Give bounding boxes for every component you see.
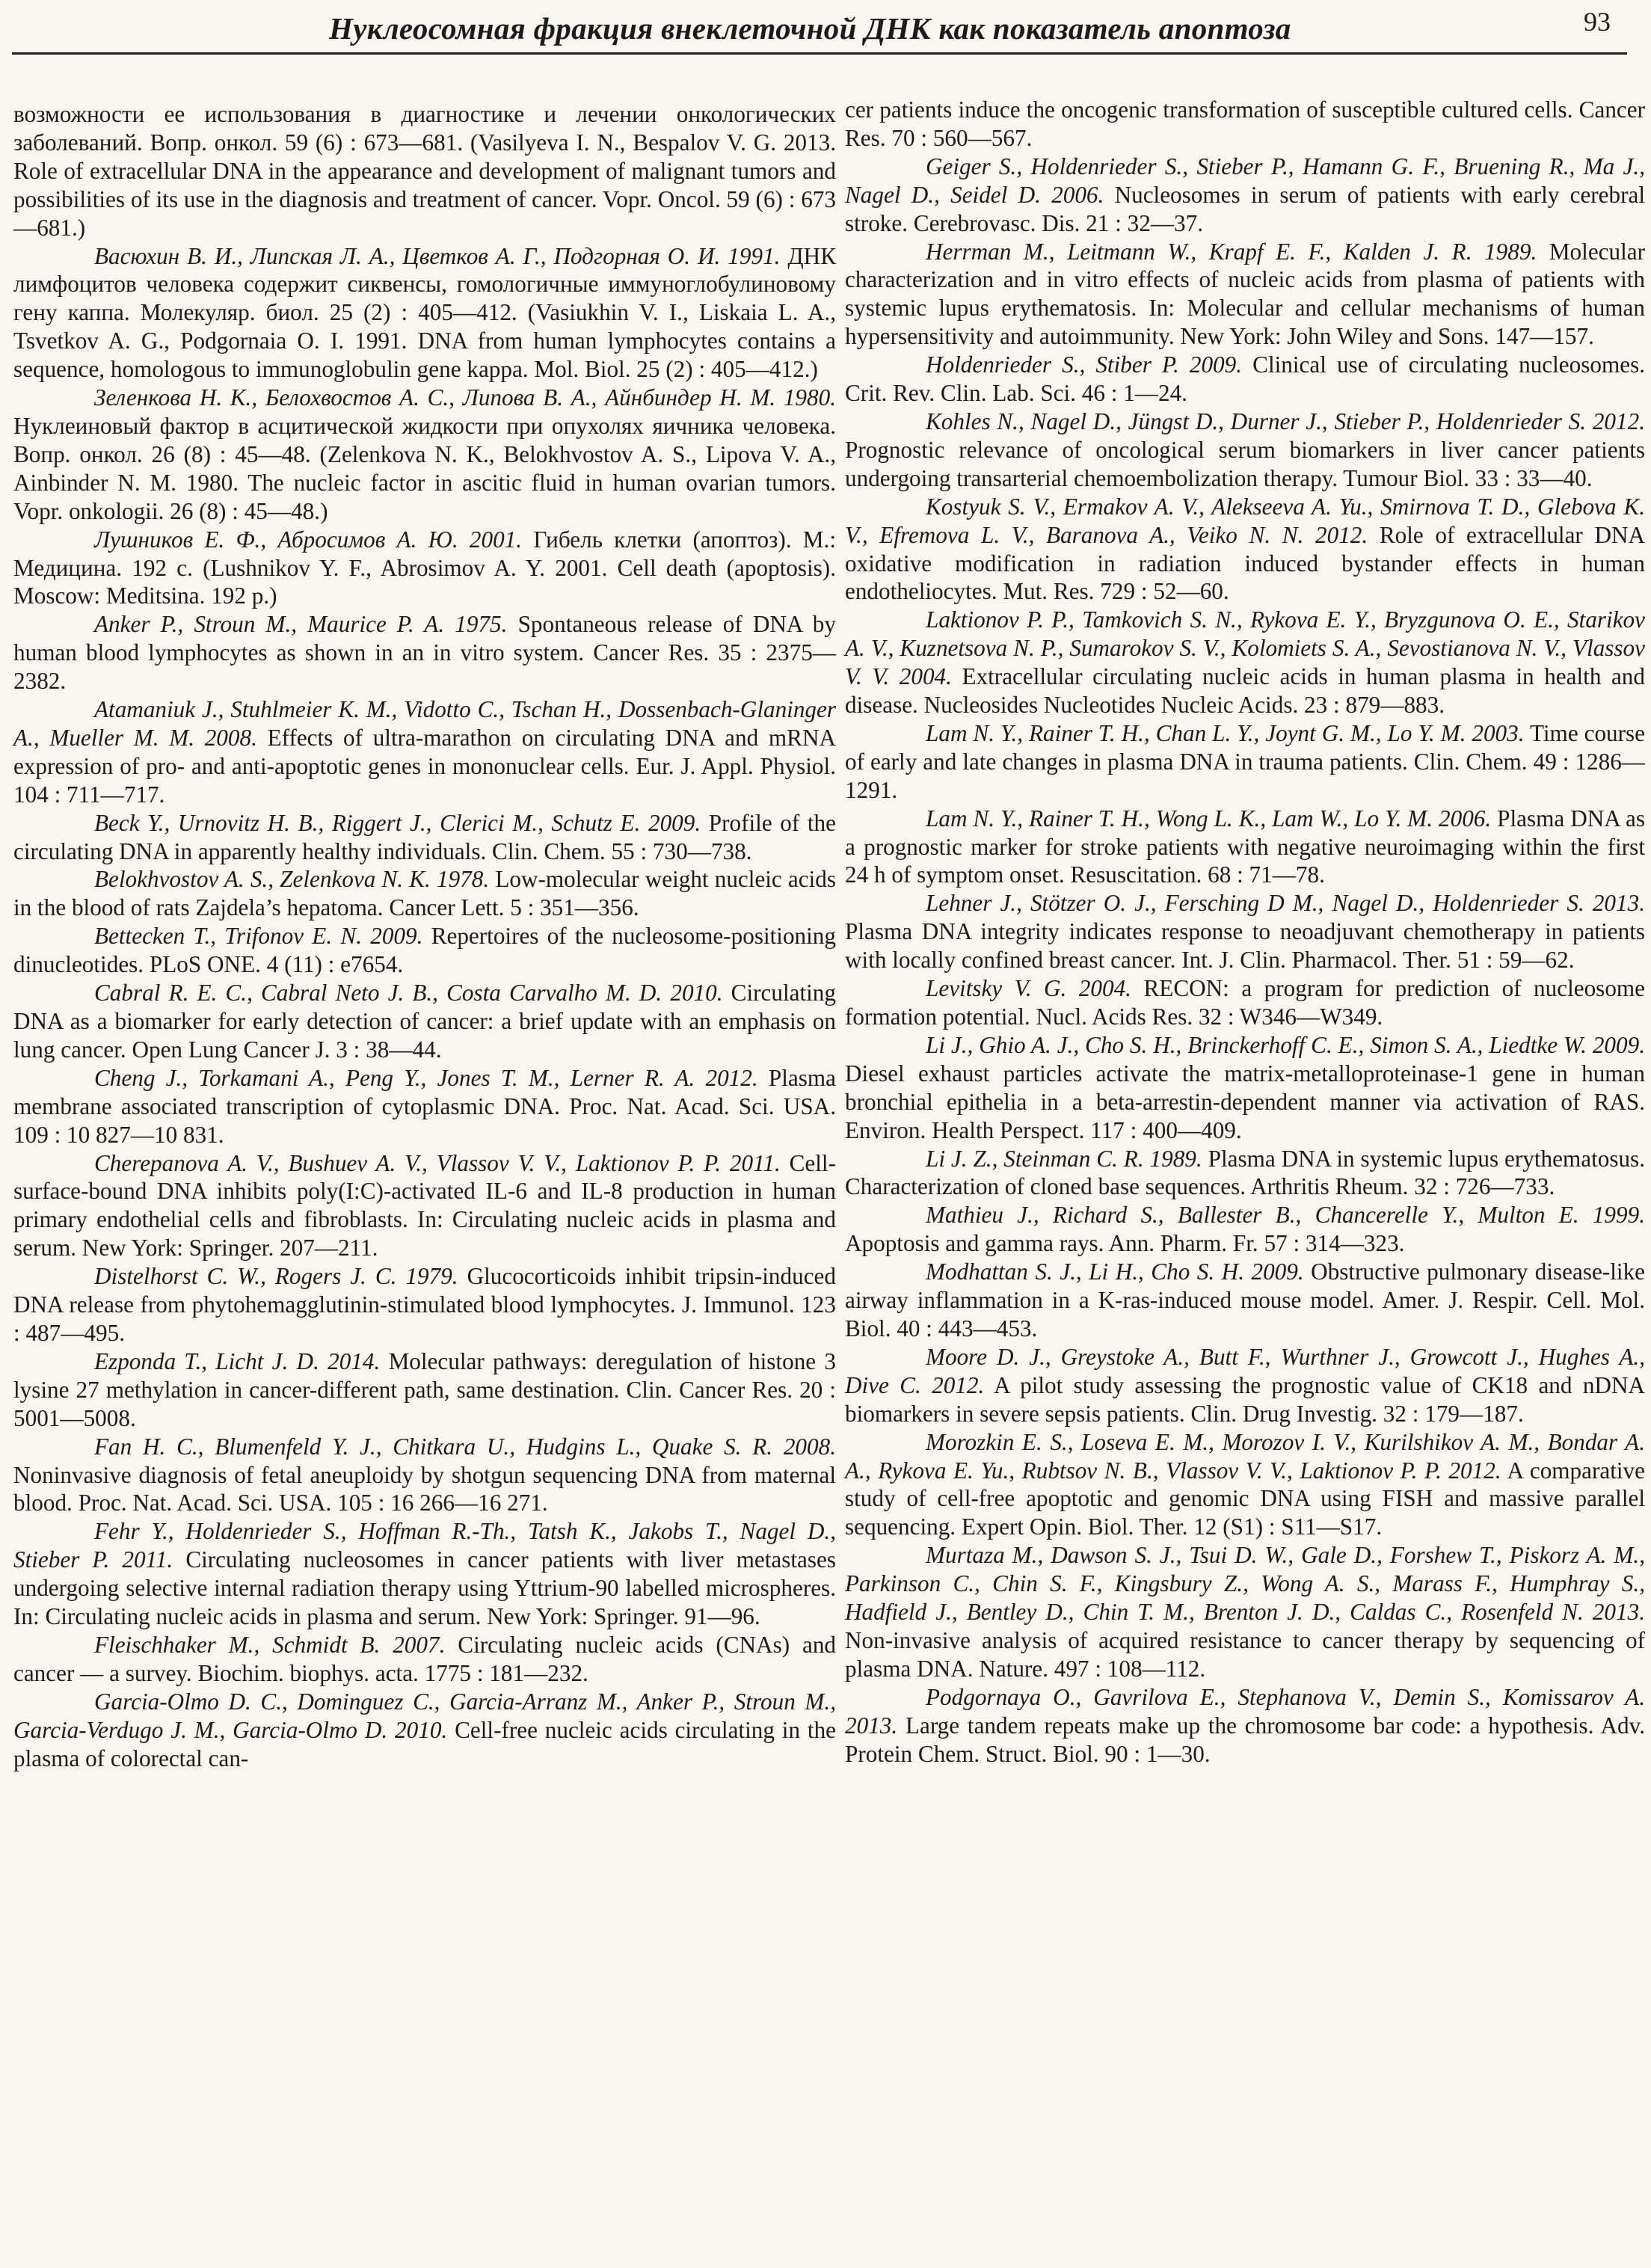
reference-text: Spontaneous release of DNA by human blood lymphocytes as shown in an in vitro system. Cancer Res. 35 : 2375—2382. <box>13 611 836 695</box>
reference-text: ДНК лимфоцитов человека содержит сиквенсы, гомологичные иммуноглобулиновому гену каппа. Молекуляр. биол. 25 (2) : 405—412. (Vasiukhin V. I., Liskaia L. A., Tsvetkov A. G., Podgornaia O. I. 1991. DNA from human lymphocytes contains a sequence, homologous to immunoglobulin gene kappa. Mol. Biol. 25 (2) : 405—412.) <box>13 242 837 383</box>
reference-text: Circulating DNA as a biomarker for early detection of cancer: a brief update with an emphasis on lung cancer. Open Lung Cancer J. 3 : 38—44. <box>13 980 836 1063</box>
reference-authors: Laktionov P. P., Tamkovich S. N., Rykova E. Y., Bryzgunova O. E., Starikov A. V., Kuznetsova N. P., Sumarokov S. V., Kolomiets S. A., Sevostianova N. V., Vlassov V. V. 2004. <box>845 606 1645 690</box>
reference-entry <box>845 1145 1645 1202</box>
reference-authors: Beck Y., Urnovitz H. B., Riggert J., Clerici M., Schutz E. 2009. <box>94 809 701 836</box>
reference-entry <box>845 351 1645 408</box>
reference-entry <box>13 979 836 1064</box>
reference-text: A pilot study assessing the prognostic value of CK18 and nDNA biomarkers in severe sepsis patients. Clin. Drug Investig. 32 : 179—187. <box>845 1371 1645 1427</box>
reference-text: Нуклеиновый фактор в асцитической жидкости при опухолях яичника человека. Вопр. онкол. 26 (8) : 45—48. (Zelenkova N. K., Belokhvostov A. S., Lipova V. A., Ainbinder N. M. 1980. The nucleic factor in ascitic fluid in human ovarian tumors. Vopr. onkologii. 26 (8) : 45—48.) <box>13 412 836 524</box>
reference-authors: Cheng J., Torkamani A., Peng Y., Jones T. M., Lerner R. A. 2012. <box>94 1064 758 1091</box>
reference-entry <box>13 610 836 695</box>
reference-authors: Belokhvostov A. S., Zelenkova N. K. 1978. <box>94 866 490 893</box>
reference-entry <box>13 922 836 979</box>
reference-entry <box>845 1428 1645 1542</box>
reference-entry <box>13 1262 836 1347</box>
reference-entry <box>13 526 836 611</box>
reference-entry <box>845 1031 1645 1145</box>
reference-entry <box>13 809 836 866</box>
reference-authors: Atamaniuk J., Stuhlmeier K. M., Vidotto C., Tschan H., Dossenbach-Glaninger A., Mueller M. M. 2008. <box>13 696 836 751</box>
reference-text: Cell-free nucleic acids circulating in the plasma of colorectal can- <box>13 1716 837 1771</box>
reference-text: Plasma membrane associated transcription of cytoplasmic DNA. Proc. Nat. Acad. Sci. USA. 109 : 10 827—10 831. <box>13 1064 837 1148</box>
reference-entry <box>845 96 1645 153</box>
reference-text: Extracellular circulating nucleic acids in human plasma in health and disease. Nucleosides Nucleotides Nucleic Acids. 23 : 879—883. <box>845 663 1645 719</box>
reference-entry <box>845 1258 1645 1343</box>
reference-entry <box>845 889 1645 974</box>
reference-entry <box>845 606 1645 719</box>
reference-text: Non-invasive analysis of acquired resistance to cancer therapy by sequencing of plasma DNA. Nature. 497 : 108—112. <box>845 1626 1645 1682</box>
reference-text: Cell-surface-bound DNA inhibits poly(I:C)-activated IL-6 and IL-8 production in human primary endothelial cells and fibroblasts. In: Circulating nucleic acids in plasma and serum. New York: Springer. 207—211. <box>13 1149 836 1261</box>
reference-text: cer patients induce the oncogenic transformation of susceptible cultured cells. Cancer Res. 70 : 560—567. <box>845 96 1645 151</box>
reference-text: Large tandem repeats make up the chromosome bar code: a hypothesis. Adv. Protein Chem. Struct. Biol. 90 : 1—30. <box>845 1712 1646 1767</box>
reference-entry <box>845 805 1645 890</box>
reference-authors: Garcia-Olmo D. C., Dominguez C., Garcia-Arranz M., Anker P., Stroun M., Garcia-Verdugo J. M., Garcia-Olmo D. 2010. <box>13 1688 836 1743</box>
reference-entry <box>13 1631 836 1688</box>
reference-authors: Murtaza M., Dawson S. J., Tsui D. W., Gale D., Forshew T., Piskorz A. M., Parkinson C., Chin S. F., Kingsbury Z., Wong A. S., Marass F., Humphray S., Hadfield J., Bentley D., Chin T. M., Brenton J. D., Caldas C., Rosenfeld N. 2013. <box>845 1542 1645 1626</box>
reference-entry <box>13 384 836 526</box>
reference-entry <box>845 719 1645 805</box>
reference-text: Noninvasive diagnosis of fetal aneuploidy by shotgun sequencing DNA from maternal blood. Proc. Nat. Acad. Sci. USA. 105 : 16 266—16 271. <box>13 1461 836 1516</box>
reference-text: Molecular pathways: deregulation of histone 3 lysine 27 methylation in cancer-different path, same destination. Clin. Cancer Res. 20 : 5001—5008. <box>13 1347 836 1431</box>
reference-text: Plasma DNA in systemic lupus erythematosus. Characterization of cloned base sequences. Arthritis Rheum. 32 : 726—733. <box>845 1145 1645 1200</box>
reference-entry <box>13 1688 836 1773</box>
reference-authors: Holdenrieder S., Stiber P. 2009. <box>926 351 1243 378</box>
reference-authors: Cherepanova A. V., Bushuev A. V., Vlassov V. V., Laktionov P. P. 2011. <box>94 1149 781 1176</box>
reference-entry <box>845 153 1645 238</box>
reference-entry <box>845 1541 1645 1683</box>
reference-text: RECON: a program for prediction of nucleosome formation potential. Nucl. Acids Res. 32 : W346—W349. <box>845 975 1646 1030</box>
reference-authors: Distelhorst C. W., Rogers J. C. 1979. <box>94 1263 458 1290</box>
reference-authors: Васюхин В. И., Липская Л. А., Цветков А. Г., Подгорная О. И. 1991. <box>94 242 781 269</box>
reference-authors: Li J. Z., Steinman C. R. 1989. <box>926 1145 1202 1172</box>
references-left-column <box>13 100 836 1772</box>
reference-text: Role of extracellular DNA oxidative modification in radiation induced bystander effects in human endotheliocytes. Mut. Res. 729 : 52—60. <box>845 521 1646 605</box>
reference-authors: Li J., Ghio A. J., Cho S. H., Brinckerhoff C. E., Simon S. A., Liedtke W. 2009. <box>926 1031 1645 1058</box>
reference-text: Low-molecular weight nucleic acids in the blood of rats Zajdela’s hepatoma. Cancer Lett. 5 : 351—356. <box>13 866 837 921</box>
reference-authors: Kostyuk S. V., Ermakov A. V., Alekseeva A. Yu., Smirnova T. D., Glebova K. V., Efremova L. V., Baranova A., Veiko N. N. 2012. <box>845 493 1645 548</box>
reference-entry <box>845 493 1645 606</box>
reference-entry <box>13 1517 836 1631</box>
reference-text: Profile of the circulating DNA in apparently healthy individuals. Clin. Chem. 55 : 730—738. <box>13 809 836 864</box>
reference-entry <box>845 238 1645 351</box>
reference-text: Time course of early and late changes in plasma DNA in trauma patients. Clin. Chem. 49 : 1286—1291. <box>845 719 1645 803</box>
reference-authors: Зеленкова Н. К., Белохвостов А. С., Липова В. А., Айнбиндер Н. М. 1980. <box>94 384 836 411</box>
reference-text: Clinical use of circulating nucleosomes. Crit. Rev. Clin. Lab. Sci. 46 : 1—24. <box>845 351 1646 407</box>
reference-authors: Mathieu J., Richard S., Ballester B., Chancerelle Y., Multon E. 1999. <box>926 1202 1645 1229</box>
reference-text: Plasma DNA integrity indicates response to neoadjuvant chemotherapy in patients with locally confined breast cancer. Int. J. Clin. Pharmacol. Ther. 51 : 59—62. <box>845 918 1645 974</box>
reference-entry <box>13 100 836 242</box>
reference-entry <box>845 974 1645 1031</box>
reference-authors: Fehr Y., Holdenrieder S., Hoffman R.-Th., Tatsh K., Jakobs T., Nagel D., Stieber P. 2011. <box>13 1518 836 1573</box>
reference-text: Effects of ultra-marathon on circulating DNA and mRNA expression of pro- and anti-apoptotic genes in mononuclear cells. Eur. J. Appl. Physiol. 104 : 711—717. <box>13 724 837 808</box>
reference-authors: Bettecken T., Trifonov E. N. 2009. <box>94 923 423 950</box>
reference-authors: Kohles N., Nagel D., Jüngst D., Durner J., Stieber P., Holdenrieder S. 2012. <box>926 408 1645 434</box>
reference-text: Гибель клетки (апоптоз). М.: Медицина. 192 с. (Lushnikov Y. F., Abrosimov A. Y. 2001. Cell death (apoptosis). Moscow: Meditsina. 192 p.) <box>13 526 837 609</box>
running-title: Нуклеосомная фракция внеклеточной ДНК как показатель апоптоза <box>329 11 1291 46</box>
reference-authors: Podgornaya O., Gavrilova E., Stephanova V., Demin S., Komissarov A. 2013. <box>845 1683 1645 1739</box>
reference-authors: Moore D. J., Greystoke A., Butt F., Wurthner J., Growcott J., Hughes A., Dive C. 2012. <box>845 1343 1645 1398</box>
header-rule <box>12 52 1627 55</box>
reference-authors: Lam N. Y., Rainer T. H., Wong L. K., Lam W., Lo Y. M. 2006. <box>926 805 1492 832</box>
reference-authors: Лушников Е. Ф., Абросимов А. Ю. 2001. <box>94 526 523 553</box>
reference-authors: Modhattan S. J., Li H., Cho S. H. 2009. <box>926 1259 1304 1285</box>
reference-text: Obstructive pulmonary disease-like airway inflammation in a K-ras-induced mouse model. Amer. J. Respir. Cell. Mol. Biol. 40 : 443—453. <box>845 1259 1646 1342</box>
reference-authors: Lehner J., Stötzer O. J., Fersching D M., Nagel D., Holdenrieder S. 2013. <box>926 890 1645 917</box>
reference-authors: Anker P., Stroun M., Maurice P. A. 1975. <box>94 611 508 638</box>
reference-text: Diesel exhaust particles activate the matrix-metalloproteinase-1 gene in human bronchial epithelia in a beta-arrestin-dependent manner via activation of RAS. Environ. Health Perspect. 117 : 400—409. <box>845 1060 1645 1143</box>
reference-entry <box>13 1064 836 1149</box>
reference-authors: Lam N. Y., Rainer T. H., Chan L. Y., Joynt G. M., Lo Y. M. 2003. <box>926 719 1525 746</box>
page-header <box>0 0 1651 60</box>
reference-entry <box>13 865 836 922</box>
references-right-column <box>845 96 1645 1768</box>
reference-text: Apoptosis and gamma rays. Ann. Pharm. Fr. 57 : 314—323. <box>845 1230 1405 1257</box>
reference-authors: Ezponda T., Licht J. D. 2014. <box>94 1347 381 1374</box>
reference-authors: Cabral R. E. C., Cabral Neto J. B., Costa Carvalho M. D. 2010. <box>94 980 723 1007</box>
reference-authors: Herrman M., Leitmann W., Krapf E. F., Kalden J. R. 1989. <box>926 238 1537 265</box>
reference-text: Molecular characterization and in vitro effects of nucleic acids from plasma of patients with systemic lupus erythematosis. In: Molecular and cellular mechanisms of human hypersensitivity and autoimmunity. New York: John Wiley and Sons. 147—157. <box>845 238 1645 350</box>
reference-authors: Levitsky V. G. 2004. <box>926 975 1131 1002</box>
reference-entry <box>13 1433 836 1518</box>
reference-text: Glucocorticoids inhibit tripsin-induced DNA release from phytohemagglutinin-stimulated blood lymphocytes. J. Immunol. 123 : 487—495. <box>13 1263 836 1346</box>
reference-authors: Fleischhaker M., Schmidt B. 2007. <box>94 1631 446 1658</box>
reference-entry <box>13 695 836 809</box>
reference-authors: Fan H. C., Blumenfeld Y. J., Chitkara U., Hudgins L., Quake S. R. 2008. <box>94 1433 836 1460</box>
reference-entry <box>13 1149 836 1263</box>
reference-entry <box>845 1683 1645 1768</box>
reference-text: A comparative study of cell-free apoptotic and genomic DNA using FISH and massive parallel sequencing. Expert Opin. Biol. Ther. 12 (S1) : S11—S17. <box>845 1457 1645 1540</box>
reference-text: Nucleosomes in serum of patients with early cerebral stroke. Cerebrovasc. Dis. 21 : 32—37. <box>845 181 1646 236</box>
reference-text: возможности ее использования в диагностике и лечении онкологических заболеваний. Вопр. онкол. 59 (6) : 673—681. (Vasilyeva I. N., Bespalov V. G. 2013. Role of extracellular DNA in the appearance and development of malignant tumors and possibilities of its use in the diagnosis and treatment of cancer. Vopr. Oncol. 59 (6) : 673—681.) <box>13 101 836 241</box>
reference-entry <box>845 1201 1645 1258</box>
page-number: 93 <box>1584 7 1611 37</box>
reference-entry <box>13 242 836 384</box>
reference-text: Repertoires of the nucleosome-positioning dinucleotides. PLoS ONE. 4 (11) : e7654. <box>13 923 836 978</box>
reference-entry <box>845 408 1645 493</box>
reference-authors: Geiger S., Holdenrieder S., Stieber P., Hamann G. F., Bruening R., Ma J., Nagel D., Seidel D. 2006. <box>845 153 1645 208</box>
reference-text: Circulating nucleosomes in cancer patients with liver metastases undergoing selective internal radiation therapy using Yttrium-90 labelled microspheres. In: Circulating nucleic acids in plasma and serum. New York: Springer. 91—96. <box>13 1546 836 1630</box>
reference-authors: Morozkin E. S., Loseva E. M., Morozov I. V., Kurilshikov A. M., Bondar A. A., Rykova E. Yu., Rubtsov N. B., Vlassov V. V., Laktionov P. P. 2012. <box>845 1428 1645 1484</box>
reference-entry <box>13 1347 836 1433</box>
reference-text: Prognostic relevance of oncological serum biomarkers in liver cancer patients undergoing transarterial chemoembolization therapy. Tumour Biol. 33 : 33—40. <box>845 436 1645 491</box>
reference-entry <box>845 1343 1645 1428</box>
reference-text: Circulating nucleic acids (CNAs) and cancer — a survey. Biochim. biophys. acta. 1775 : 181—232. <box>13 1631 837 1686</box>
reference-text: Plasma DNA as a prognostic marker for stroke patients with negative neuroimaging within the first 24 h of symptom onset. Resuscitation. 68 : 71—78. <box>845 805 1646 888</box>
